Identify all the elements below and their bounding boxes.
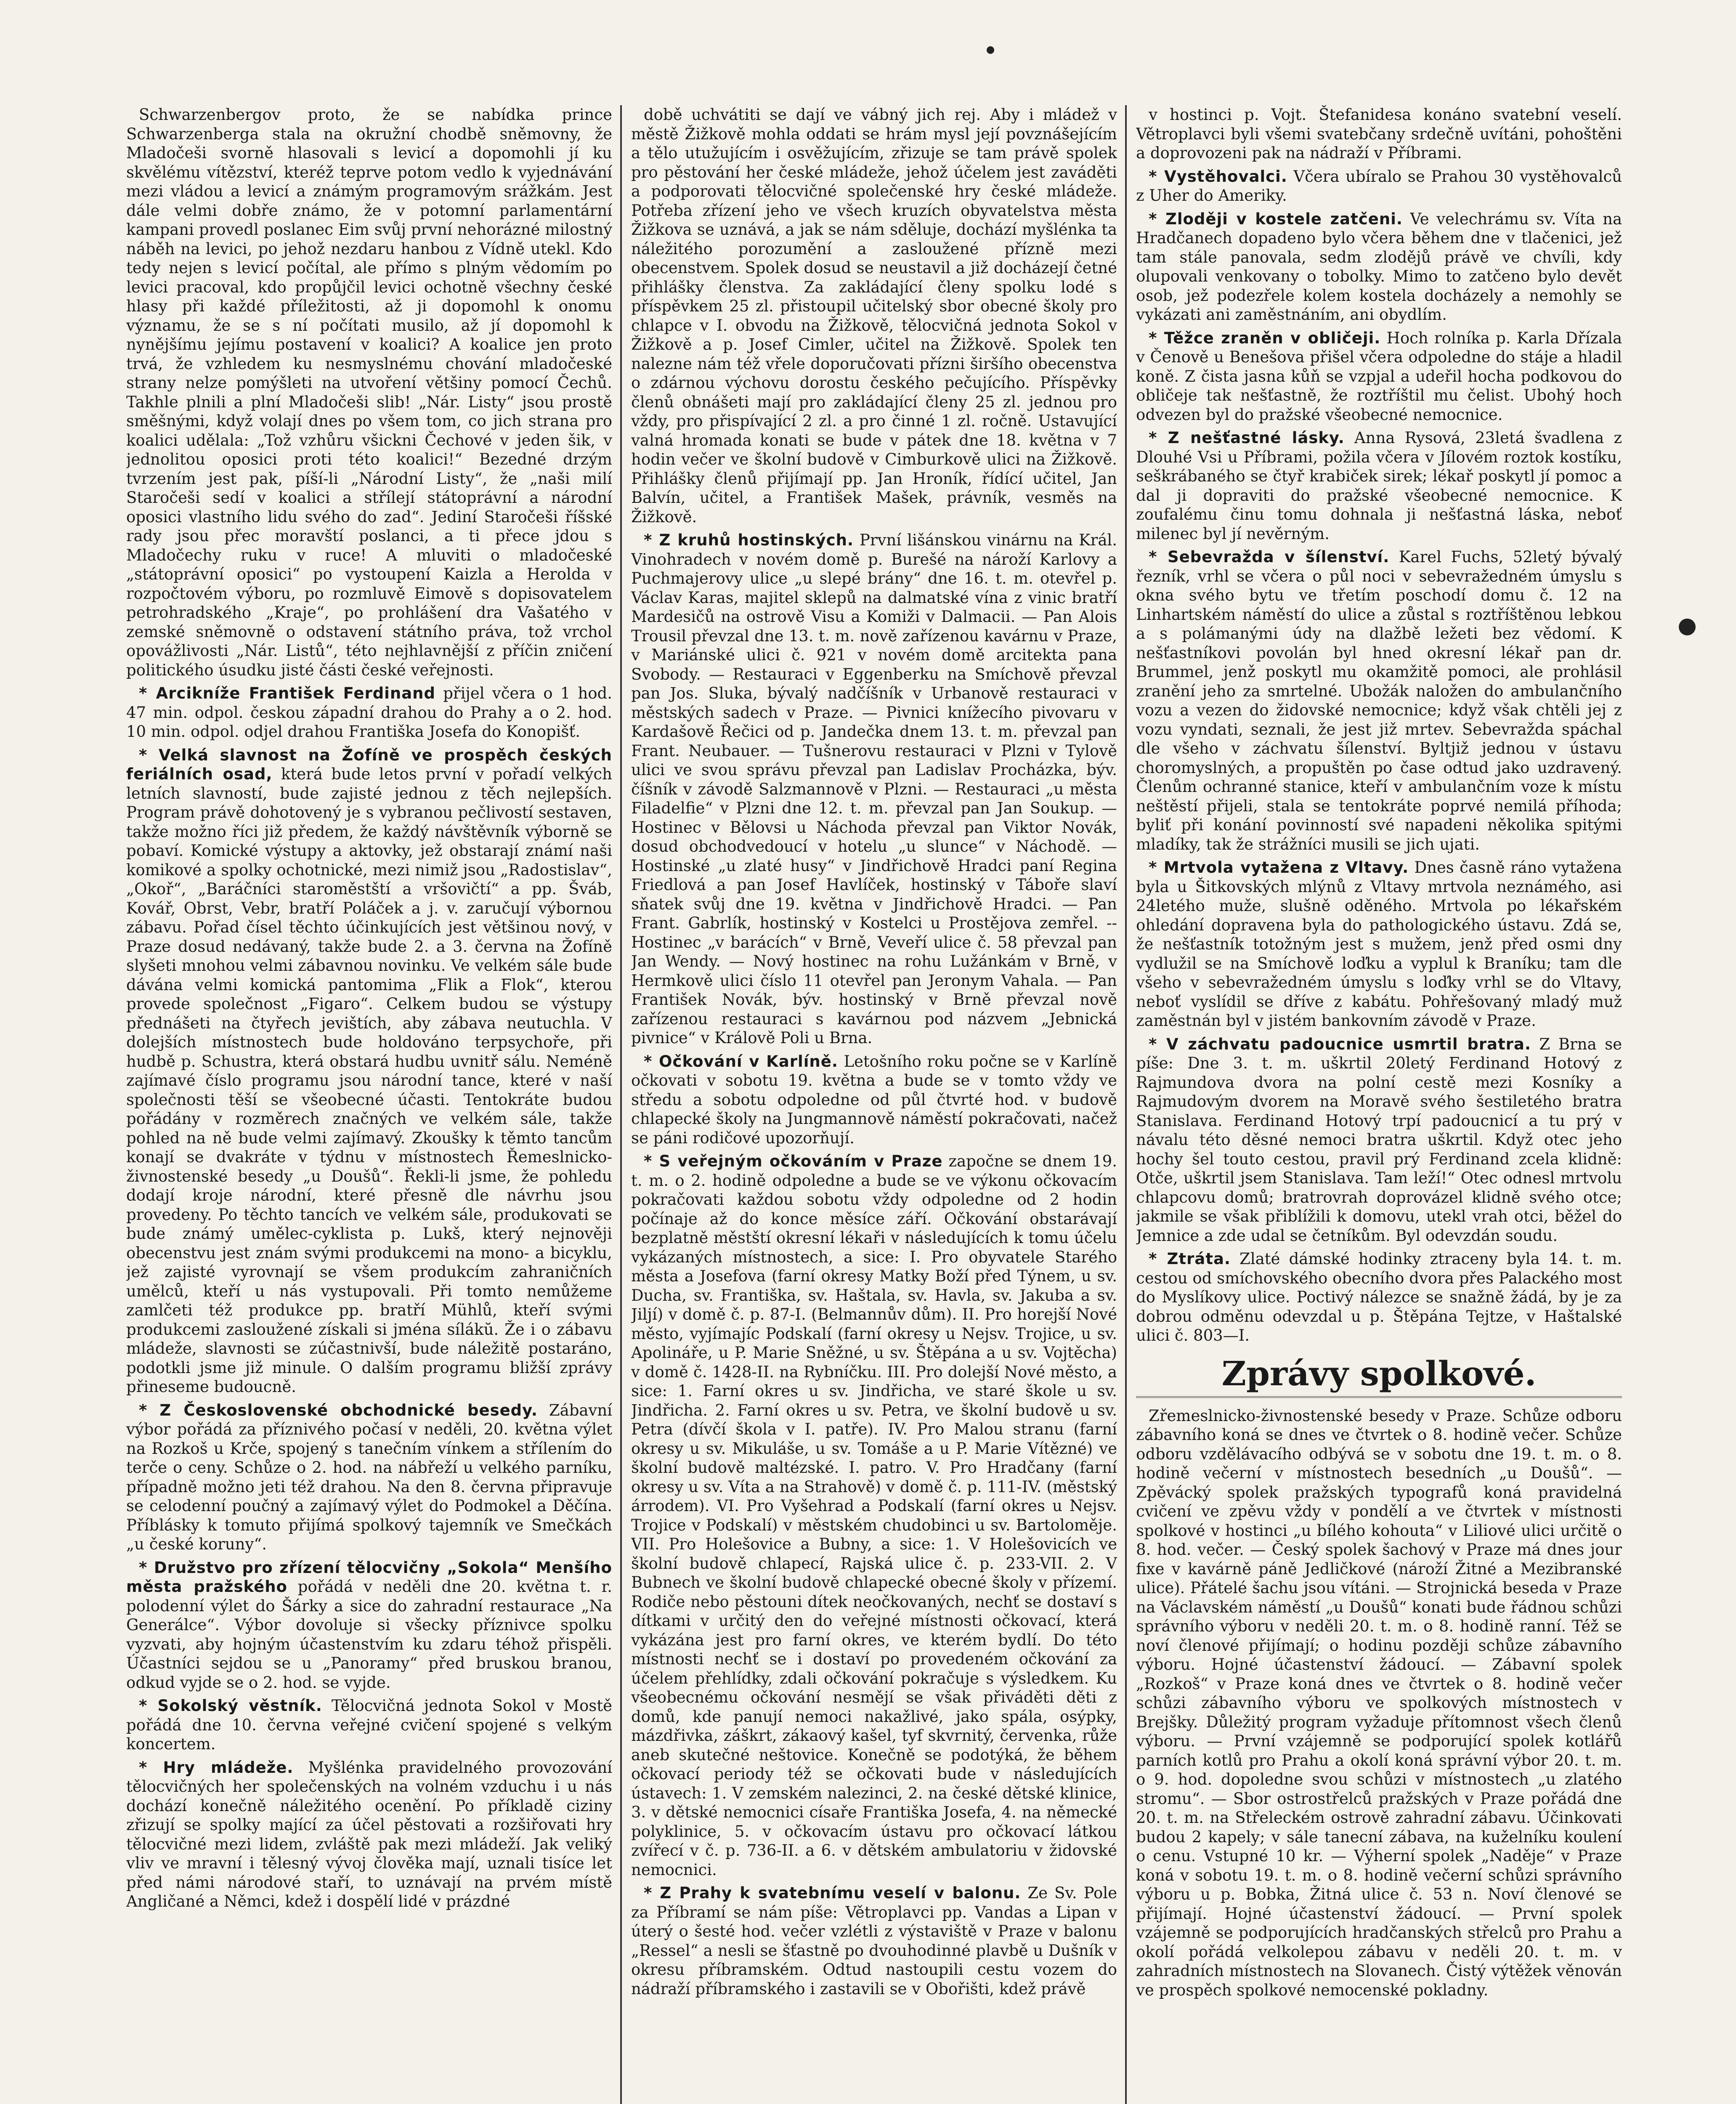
news-item-text: Karel Fuchs, 52letý bývalý řezník, vrhl se včera o půl noci v sebevražedném úmyslu s okna svého bytu ve třetím poschodí domu č. 12 na Linhartském náměstí do ulice a zůstal s roztříštěnou lebkou a s polámanými údy na dlažbě ležeti bez vědomí. K nešťastníkovi povolán byl hned okresní lékař pan dr. Brummel, jenž poskytl mu okamžitě pomoci, ale prohlásil zranění jeho za smrtelné. Ubožák naložen do ambulančního vozu a vezen do židovské nemocnice; když však chtěli jej z vozu vyndati, seznali, že jest již mrtev. Sebevražda spáchal dle všeho v záchvatu šílenství. Byltjiž jednou v ústavu choromyslných, a propuštěn po čase odtud jako uzdravený. Členům ochranné stanice, kteří v ambulančním voze k místu neštěstí přijeli, stala se tentokráte poprvé nemilá příhoda; byliť při konání povinností své napadeni několika spitými mladíky, tak že strážníci musili se jich ujati.: [1136, 548, 1622, 853]
column-rule: [620, 105, 622, 2104]
news-item-text: Ve velechrámu sv. Víta na Hradčanech dopadeno bylo včera během dne v tlačenici, jež tam stále panovala, sedm zlodějů právě ve chvíli, kdy olupovali venkovany o tobolky. Mimo to zatčeno bylo devět osob, jež podezřele kolem kostela docházely a nemohly se vykázati ani zaměstnáním, ani obydlím.: [1136, 210, 1622, 324]
news-item: [126, 1558, 612, 1692]
news-item-headline: * Zloději v kostele zatčeni.: [1149, 210, 1403, 228]
margin-mark: [1679, 619, 1696, 635]
news-item: [1136, 210, 1622, 324]
news-item: [1136, 547, 1622, 854]
news-item-text: pořádá v neděli dne 20. května t. r. polodenní výlet do Šárky a sice do zahradní restaurace „Na Generálce“. Výbor dovoluje si všecky příznivce spolku vyzvati, aby hojným účastenstvím ku zdaru téhož přispěli. Účastníci sejdou se u „Panoramy“ před bruskou branou, odkud vyjde se o 2. hod. se vyjde.: [126, 1578, 612, 1692]
news-item-headline: * Velká slavnost na Žofíně ve prospěch českých feriálních osad,: [126, 746, 612, 783]
news-item-text: přijel včera o 1 hod. 47 min. odpol. českou západní drahou do Prahy a o 2. hod. 10 min. odpol. odjel drahou Františka Josefa do Konopišť.: [126, 684, 612, 741]
news-item-headline: * Družstvo pro zřízení tělocvičny „Sokola“ Menšího města pražského: [126, 1558, 612, 1596]
news-item-headline: * Mrtvola vytažena z Vltavy.: [1149, 858, 1409, 877]
news-item: [1136, 167, 1622, 205]
section-heading: Zprávy spolkové.: [1136, 1354, 1622, 1398]
news-item-text: době uchvátiti se dají ve vábný jich rej. Aby i mládež v městě Žižkově mohla oddati se hrám mysl její povznášejícím a tělo utužujícím i osvěžujícím, zřizuje se tam právě spolek pro pěstování her české mládeže, jehož účelem jest zaváděti a podporovati tělocvičné společenské hry české mládeže. Potřeba zřízení jeho ve všech kruzích obyvatelstva města Žižkova se uznává, a jak se nám sděluje, dochází myšlénka ta náležitého porozumění a zasloužené přízně mezi obecenstvem. Spolek dosud se neustavil a již docházejí četné přihlášky členstva. Za zakládající členy spolku lodé s příspěvkem 25 zl. přistoupil učitelský sbor obecné školy pro chlapce v I. obvodu na Žižkově, tělocvičná jednota Sokol v Žižkově a p. Josef Cimler, učitel na Žižkově. Spolek ten nalezne nám též vřele doporučovati přízni širšího obecenstva o zdárnou výchovu dorostu českého pečujícího. Příspěvky členů obnášeti mají pro zakládající členy 25 zl. jednou pro vždy, pro přispívající 2 zl. a pro činné 1 zl. ročně. Ustavující valná hromada konati se bude v pátek dne 18. května v 7 hodin večer ve školní budově v Cimburkově ulici na Žižkově. Přihlášky členů přijímají pp. Jan Hroník, řídící učitel, Jan Balvín, učitel, a František Mašek, právník, vesměs na Žižkově.: [631, 106, 1117, 526]
print-dot: [987, 46, 994, 54]
news-item-headline: * Z kruhů hostinských.: [644, 531, 854, 549]
news-item: [631, 105, 1117, 526]
news-item-text: v hostinci p. Vojt. Štefanidesa konáno svatební veselí. Větroplavci byli všemi svatebčany srdečně uvítáni, pohoštěni a doprovozeni pak na nádraží v Příbrami.: [1136, 106, 1622, 162]
news-item-headline: * Očkování v Karlíně.: [644, 1052, 838, 1071]
news-item: [1136, 105, 1622, 163]
news-item: [1136, 1406, 1622, 2000]
news-item: [631, 1052, 1117, 1148]
news-item-headline: * Sebevražda v šílenství.: [1149, 548, 1390, 566]
news-item: [126, 1696, 612, 1754]
news-item-text: Dnes časně ráno vytažena byla u Šitkovských mlýnů z Vltavy mrtvola neznámého, asi 24letého muže, slušně oděného. Mrtvola po lékařském ohledání dopravena byla do pathologického ústavu. Zdá se, že nešťastník totožným jest s mužem, jenž před osmi dny vydlužil se na Smíchově loďku a vyplul k Braníku; tam dle všeho v sebevražedném úmyslu s loďky vrhl se do Vltavy, neboť vyslídil se dříve z kabátu. Pohřešovaný mladý muž zaměstnán byl v jistém bankovním závodě v Praze.: [1136, 858, 1622, 1030]
news-item-text: Včera ubíralo se Prahou 30 vystěhovalců z Uher do Ameriky.: [1136, 167, 1622, 205]
news-item: [1136, 329, 1622, 425]
news-item-headline: * Arcikníže František Ferdinand: [139, 684, 436, 702]
news-item-text: Schwarzenbergov proto, že se nabídka prince Schwarzenberga stala na okružní chodbě sněmovny, že Mladočeši svorně hlasovali s levicí a dopomohli jí ku skvělému vítězství, kteréž teprve potom vedlo k vyjednávání mezi vládou a levicí a známým programovým srážkám. Jest dále velmi dobře známo, že v potomní parlamentární kampani provedl poslanec Eim svůj první nehorázné milostný náběh na levici, po jehož nezdaru hanbou z Vídně utekl. Kdo tedy nejen s levicí počítal, ale přímo s plným vědomím po levici pracoval, kdo propůjčil levici ochotně všechny české hlasy při každé příležitosti, až ji dopomohl k onomu významu, že se s ní počítati musilo, až jí dopomohl k nynějšímu jejímu postavení v koalici? A koalice jen proto trvá, že vzhledem ku nesmyslnému chování mladočeské strany nelze pomýšleti na utvoření většiny pomocí Čechů. Takhle plnili a plní Mladočeši slib! „Nár. Listy“ jsou prostě směšnými, když volají dnes po všem tom, co jich strana pro koalici udělala: „Tož vzhůru všickni Čechové v jeden šik, v jednolitou oposici proti této koalici!“ Bezedné drzým tvrzením jest pak, píší-li „Národní Listy“, že „naši milí Staročeši sedí v koalici a střílejí státoprávní a národní oposici vlastního lidu svého do zad“. Jediní Staročeši říšské rady jsou přec moravští poslanci, a ti přece jdou s Mladočechy ruku v ruce! A mluviti o mladočeské „státoprávní oposici“ po vystoupení Kaizla a Herolda v rozpočtovém výboru, po rozmluvě Eimově s dopisovatelem petrohradského „Kraje“, po prohlášení dra Vašatého v zemské sněmovně o odstavení státního práva, tož vrchol opovážlivosti „Nár. Listů“, této nejhlavnější z příčin zničení politického úsudku jisté části české veřejnosti.: [126, 106, 612, 679]
news-item-headline: * Ztráta.: [1149, 1250, 1231, 1268]
news-item: [1136, 1249, 1622, 1345]
news-item-headline: * S veřejným očkováním v Praze: [644, 1152, 943, 1170]
news-item: [126, 1401, 612, 1554]
news-item: [126, 746, 612, 1397]
news-item-headline: * Vystěhovalci.: [1149, 167, 1287, 186]
news-item: [126, 684, 612, 741]
news-item-text: Myšlénka pravidelného provozování tělocvičných her společenských na volném vzduchu i u nás dochází konečně náležitého ocenění. Po příkladě ciziny zřizují se spolky mající za účel pěstovati a rozšiřovati hry tělocvičné mezi lidem, zvláště pak mezi mládeží. Jak veliký vliv ve mravní i tělesný vývoj člověka mají, uznali tisíce let před námi národové staří, to uznávají na prvém místě Angličané a Němci, kdež i dospělí lidé v prázdné: [126, 1758, 612, 1910]
news-item-text: Zlaté dámské hodinky ztraceny byla 14. t. m. cestou od smíchovského obecního dvora přes Palackého most do Myslíkovy ulice. Poctivý nálezce se snažně žádá, by je za dobrou odměnu odevzdal u p. Štěpána Tejtze, v Haštalské ulici č. 803—I.: [1136, 1250, 1622, 1344]
news-item-text: Ze Sv. Pole za Příbramí se nám píše: Větroplavci pp. Vandas a Lipan v úterý o šesté hod. večer vzlétli z výstaviště v Praze v balonu „Ressel“ a nesli se šťastně po dvouhodinné plavbě u Dušník v okresu příbramském. Odtud nastoupili cestu vozem do nádraží příbramského i zastavili se v Obořišti, kdež právě: [631, 1884, 1117, 1998]
news-item-text: Zábavní výbor pořádá za příznivého počasí v neděli, 20. května výlet na Rozkoš u Krče, spojený s tanečním vínkem a střílením do terče o ceny. Schůze o 2. hod. na nábřeží u velkého parníku, případně možno jeti též drahou. Na den 8. června připravuje se celodenní poučný a zajímavý výlet do Podmokel a Děčína. Příblásky k tomuto přijímá spolkový tajemník ve Smečkách „u české koruny“.: [126, 1401, 612, 1553]
newspaper-page: [126, 105, 1666, 2104]
news-item: [126, 1758, 612, 1911]
news-item: [126, 105, 612, 680]
news-item-headline: * V záchvatu padoucnice usmrtil bratra.: [1149, 1035, 1531, 1053]
news-item: [631, 1152, 1117, 1879]
news-item-text: která bude letos první v pořadí velkých letních slavností, bude zajisté jednou z těch nejlepších. Program právě dohotovený je s vybranou pečlivostí sestaven, takže možno říci již předem, že každý návštěvník výborně se pobaví. Komické výstupy a aktovky, jež obstarají známí naši komikové a spolky ochotnické, mezi nimiž jsou „Radostislav“, „Okoř“, „Baráčníci staroměstští a vršovičtí“ a pp. Šváb, Kovář, Obrst, Vebr, bratří Poláček a j. v. zaručují výbornou zábavu. Pořad čísel těchto účinkujících jest většinou nový, v Praze dosud nedávaný, takže bude 2. a 3. června na Žofíně slyšeti mnohou velmi zábavnou novinku. Ve velkém sále bude dávána velmi komická pantomima „Flik a Flok“, kterou provede společnost „Figaro“. Celkem budou se výstupy přednášeti na čtyřech jevištích, aby zábava neutuchla. V dolejších místnostech bude holdováno terpsychoře, při hudbě p. Schustra, která obstará hudbu uvnitř sálu. Neméně zajímavé číslo programu jsou národní tance, které v naší společnosti těší se všeobecné účasti. Tentokráte budou pořádány v rozměrech značných ve velkém sále, takže pohled na ně bude velmi zajímavý. Zkoušky k těmto tancům konají se dvakráte v týdnu v místnostech Řemeslnicko-živnostenské besedy „u Doušů“. Řekli-li jsme, že pohledu dodají kroje národní, které přesně dle návrhu jsou provedeny. Po těchto tancích ve velkém sále, produkovati se bude známý umělec-cyklista p. Lukš, který nejnověji obecenstvu jest znám svými produkcemi na mono- a bicyklu, jež zajisté vyrovnají se všem produkcím zahraničních umělců, kteří u nás vystupovali. Při tomto nemůžeme zamlčeti též produkce pp. bratří Mühlů, kteří svými produkcemi zasloužené získali si jména sílákŭ. Že i o zábavu mládeže, slavnosti se zúčastnivší, bude náležitě postaráno, podotkli jsme již minule. O dalším programu bližší zprávy přineseme budoucně.: [126, 765, 612, 1396]
news-item-text: Anna Rysová, 23letá švadlena z Dlouhé Vsi u Příbrami, požila včera v Jílovém roztok kostíku, seškrábaného se čtyř krabiček sirek; lékař poskytl jí pomoc a dal ji dopraviti do pražské všeobecné nemocnice. K zoufalému činu tomu dohnala ji nešťastná láska, neboť milenec byl jí nevěrným.: [1136, 429, 1622, 543]
column-2: [631, 105, 1117, 2104]
news-item-headline: * Z nešťastné lásky.: [1149, 429, 1345, 447]
news-item-headline: * Těžce zraněn v obličeji.: [1149, 329, 1381, 347]
news-item: [631, 531, 1117, 1048]
news-item-text: Letošního roku počne se v Karlíně očkovati v sobotu 19. května a bude se v tomto vždy ve středu a sobotu odpoledne od půl čtvrté hod. v budově chlapecké školy na Jungmannově náměstí pokračovati, načež se páni rodičové upozorňují.: [631, 1052, 1117, 1147]
news-item-text: První lišánskou vinárnu na Král. Vinohradech v novém domě p. Burešé na nároží Karlovy a Puchmajerovy ulice „u slepé brány“ dne 16. t. m. otevřel p. Václav Karas, majitel sklepů na dalmatské vína z vinic bratří Mardesičů na ostrově Visu a Komiži v Dalmacii. — Pan Alois Trousil převzal dne 13. t. m. nově zařízenou kavárnu v Praze, v Mariánské ulici č. 921 v novém domě arcitekta pana Svobody. — Restauraci v Eggenberku na Smíchově převzal pan Jos. Sluka, bývalý nadčíšník v Urbanově restauraci v městských sadech v Praze. — Pivnici knížecího pivovaru v Kardašově Řečici od p. Jandečka dnem 13. t. m. převzal pan Frant. Neubauer. — Tušnerovu restauraci v Plzni v Tylově ulici ve svou správu převzal pan Ladislav Procházka, býv. číšník v závodě Salzmannově v Plzni. — Restauraci „u města Filadelfie“ v Plzni dne 12. t. m. převzal pan Jan Soukup. — Hostinec v Bělovsi u Náchoda převzal pan Viktor Novák, dosud obchodvedoucí v hotelu „u slunce“ v Náchodě. — Hostinské „u zlaté husy“ v Jindřichově Hradci paní Regina Friedlová a pan Josef Havlíček, hostinský v Táboře slaví sňatek svůj dne 19. května v Jindřichově Hradci. — Pan Frant. Gabrlík, hostinský v Kostelci u Prostějova zemřel. -- Hostinec „v barácích“ v Brně, Veveří ulice č. 58 převzal pan Jan Wendy. — Nový hostinec na rohu Lužánkám v Brně, v Hermkově ulici číslo 11 otevřel pan Jeronym Vahala. — Pan František Novák, býv. hostinský v Brně převzal nově zařízenou restauraci s kavárnou pod názvem „Jebnická pivnice“ v Králově Poli u Brna.: [631, 531, 1117, 1047]
news-item: [1136, 1035, 1622, 1246]
column-1: [126, 105, 612, 2104]
news-item: [631, 1884, 1117, 1998]
column-3: [1136, 105, 1622, 2104]
news-item-text: Zřemeslnicko-živnostenské besedy v Praze. Schůze odboru zábavního koná se dnes ve čtvrtek o 8. hodině večer. Schůze odboru vzdělávacího odbývá se v sobotu dne 19. t. m. o 8. hodině večerní v místnostech besedních „u Doušů“. — Zpěvácký spolek pražských typografů koná pravidelná cvičení ve zpěvu vždy v pondělí a ve čtvrtek v místnosti spolkové v hostinci „u bílého kohouta“ v Liliové ulici určitě o 8. hod. večer. — Český spolek šachový v Praze má dnes jour fixe v kavárně páně Jedličkové (nároží Žitné a Mezibranské ulice). Přátelé šachu jsou vítáni. — Strojnická beseda v Praze na Václavském náměstí „u Doušů“ konati bude řádnou schůzi správního výboru v neděli 20. t. m. o 8. hodině ranní. Též se noví členové přijímají; o hodinu později schůze zábavního výboru. Hojné účastenství žádoucí. — Zábavní spolek „Rozkoš“ v Praze koná dnes ve čtvrtek o 8. hodině večer schůzi zábavního výboru ve spolkových místnostech v Brejšky. Důležitý program vyžaduje přítomnost všech členů výboru. — První vzájemně se podporující spolek kotlářů parních kotlů pro Prahu a okolí koná správní výbor 20. t. m. o 9. hod. dopoledne svou schůzi v místnostech „u zlatého stromu“. — Sbor ostrostřelců pražských v Praze pořádá dne 20. t. m. na Střeleckém ostrově zahradní zábavu. Účinkovati budou 2 kapely; v sále tanecní zábava, na kuželníku koulení o cenu. Vstupné 10 kr. — Výherní spolek „Naděje“ v Praze koná v sobotu 19. t. m. o 8. hodině večerní schůzi správního výboru u p. Bobka, Žitná ulice č. 53 n. Noví členové se přijímají. Hojné účastenství žádoucí. — První spolek vzájemně se podporujících hradčanských střelců pro Prahu a okolí pořádá velkolepou zábavu v neděli 20. t. m. v zahradních místnostech na Slovanech. Čistý výtěžek věnován ve prospěch spolkové nemocenské pokladny.: [1136, 1406, 1622, 1999]
news-item-headline: * Sokolský věstník.: [139, 1697, 322, 1715]
news-item-headline: * Hry mládeže.: [139, 1758, 294, 1777]
news-item-text: Z Brna se píše: Dne 3. t. m. uškrtil 20letý Ferdinand Hotový z Rajmundova dvora na polní cestě mezi Kosníky a Rajmudovým dvorem na Moravě svého šestiletého bratra Stanislava. Ferdinand Hotový trpí padoucnicí a tu prý v návalu této děsné nemoci bratra uškrtil. Když otec jeho hochy šel touto cestou, pravil prý Ferdinand zcela klidně: Otče, uškrtil jsem Stanislava. Tam leží!“ Otec odnesl mrtvolu chlapcovu domů; bratrovrah doprovázel klidně svého otce; jakmile se však přiblížili k domovu, utekl vrah otci, běžel do Jemnice a zde udal se četníkům. Byl odevzdán soudu.: [1136, 1035, 1622, 1245]
news-item-text: Tělocvičná jednota Sokol v Mostě pořádá dne 10. června veřejné cvičení spojené s velkým koncertem.: [126, 1697, 612, 1753]
column-rule: [1125, 105, 1127, 2104]
news-item-headline: * Z Prahy k svatebnímu veselí v balonu.: [644, 1884, 1021, 1902]
news-item-headline: * Z Československé obchodnické besedy.: [139, 1401, 538, 1419]
news-item-text: započne se dnem 19. t. m. o 2. hodině odpoledne a bude se ve výkonu očkovacím pokračovati každou sobotu vždy odpoledne od 2 hodin počínaje až do konce měsíce září. Očkování obstarávají bezplatně městští okresní lékaři v následujících k tomu účelu vykázaných místnostech, a sice: I. Pro obyvatele Starého města a Josefova (farní okresy Matky Boží před Týnem, u sv. Ducha, sv. Františka, sv. Haštala, sv. Havla, sv. Jakuba a sv. Jiljí) v domě č. p. 87-I. (Belmannův dům). II. Pro horejší Nové město, vyjímajíc Podskalí (farní okresy u Nejsv. Trojice, u sv. Apolináře, u P. Marie Sněžné, u sv. Štěpána a u sv. Vojtěcha) v domě č. 1428-II. na Rybníčku. III. Pro dolejší Nové město, a sice: 1. Farní okres u sv. Jindřicha, ve staré škole u sv. Jindřicha. 2. Farní okres u sv. Petra, ve školní budově u sv. Petra (dívčí škola v I. patře). IV. Pro Malou stranu (farní okresy u sv. Mikuláše, u sv. Tomáše a u P. Marie Vítězné) ve školní budově maltézské. I. patro. V. Pro Hradčany (farní okresy u sv. Víta a na Strahově) v domě č. p. 111-IV. (městský árrodem). VI. Pro Vyšehrad a Podskalí (farní okres u Nejsv. Trojice v Podskalí) v městském chudobinci u sv. Bartoloměje. VII. Pro Holešovice a Bubny, a sice: 1. V Holešovicích ve školní budově chlapecí, Rajská ulice č. p. 233-VII. 2. V Bubnech ve školní budově chlapecké obecné školy v přízemí. Rodiče nebo pěstouni dítek neočkovaných, nechť se dostaví s dítkami v určitý den do veřejné místnosti očkovací, která vykázána jest pro farní okres, ve kterém bydlí. Do této místnosti nechť se i dostaví po provedeném očkování za účelem přehlídky, zdali očkování pokračuje s výsledkem. Ku všeobecnému očkování nesmějí se však přiváděti děti z domů, kde panují nemoci nakažlivé, jako spála, osýpky, mázdřivka, záškrt, zákaový kašel, tyf skvrnitý, červenka, růže aneb skutečné neštovice. Konečně se podotýká, že během očkovací periody též se očkovati bude v následujících ústavech: 1. V zemském nalezinci, 2. na české dětské klinice, 3. v dětské nemocnici císaře Františka Josefa, 4. na německé polyklinice, 5. v očkovacím ústavu pro očkovací látkou zvířecí v č. p. 736-II. a 6. v dětském ambulatoriu v židovské nemocnici.: [631, 1152, 1117, 1879]
news-item-text: Hoch rolníka p. Karla Dřízala v Čenově u Benešova přišel včera odpoledne do stáje a hladil koně. Z čista jasna kůň se vzpjal a udeřil hocha podkovou do obličeje tak nešťastně, že roztříštil mu čelist. Ubohý hoch odvezen byl do pražské všeobecné nemocnice.: [1136, 329, 1622, 424]
news-item: [1136, 858, 1622, 1031]
news-item: [1136, 428, 1622, 543]
